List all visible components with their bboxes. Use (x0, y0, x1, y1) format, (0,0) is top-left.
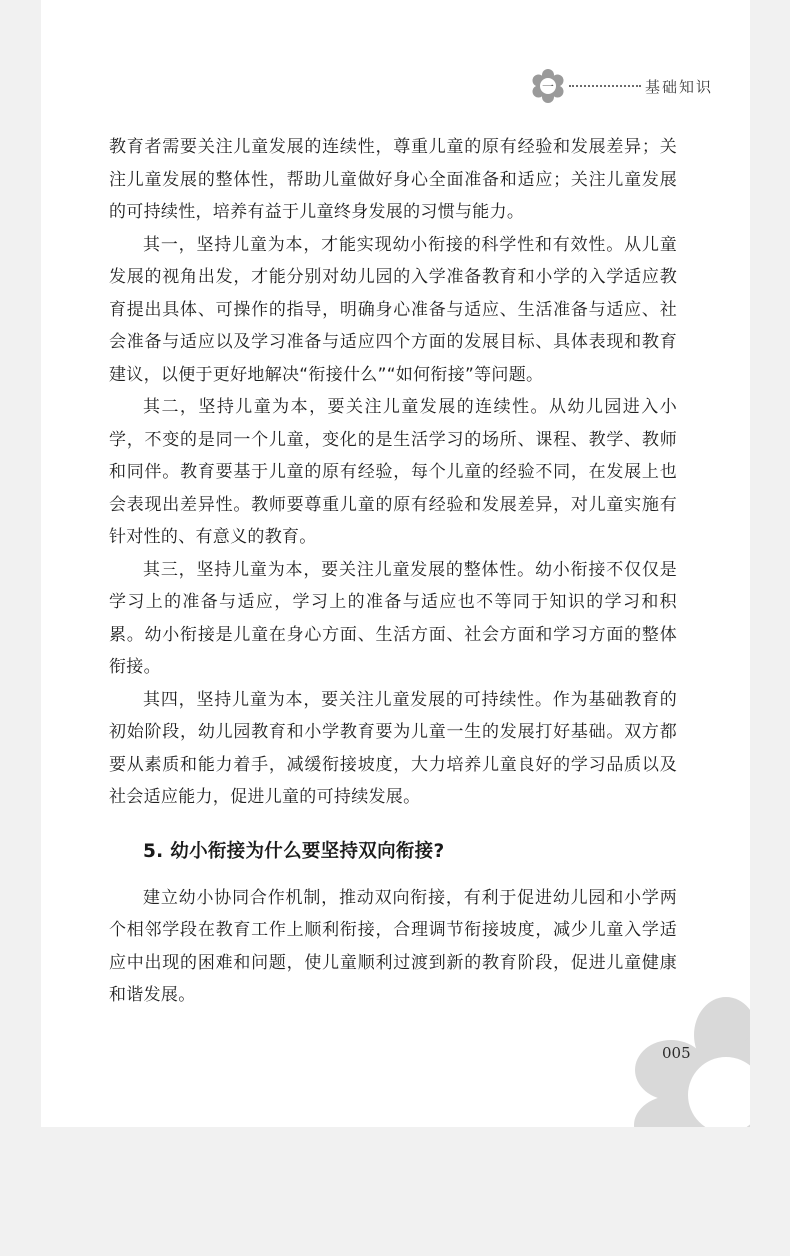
paragraph-point-3: 其三，坚持儿童为本，要关注儿童发展的整体性。幼小衔接不仅仅是学习上的准备与适应，学习上的准备与适应也不等同于知识的学习和积累。幼小衔接是儿童在身心方面、生活方面、社会方面和学习方面的整体衔接。 (109, 559, 677, 677)
section-heading (109, 836, 677, 868)
chapter-mark: 一 (541, 79, 555, 94)
section-paragraph: 建立幼小协同合作机制，推动双向衔接，有利于促进幼儿园和小学两个相邻学段在教育工作上顺利衔接，合理调节衔接坡度，减少儿童入学适应中出现的困难和问题，使儿童顺利过渡到新的教育阶段，促进儿童健康和谐发展。 (109, 887, 677, 1005)
paragraph-point-2: 其二，坚持儿童为本，要关注儿童发展的连续性。从幼儿园进入小学，不变的是同一个儿童，变化的是生活学习的场所、课程、教学、教师和同伴。教育要基于儿童的原有经验，每个儿童的经验不同，在发展上也会表现出差异性。教师要尊重儿童的原有经验和发展差异，对儿童实施有针对性的、有意义的教育。 (109, 397, 677, 547)
page-body (109, 131, 677, 1012)
paragraph-point-1: 其一，坚持儿童为本，才能实现幼小衔接的科学性和有效性。从儿童发展的视角出发，才能分别对幼儿园的入学准备教育和小学的入学适应教育提出具体、可操作的指导，明确身心准备与适应、生活准备与适应、社会准备与适应以及学习准备与适应四个方面的发展目标、具体表现和教育建议，以便于更好地解决“衔接什么”“如何衔接”等问题。 (109, 234, 677, 385)
running-header (530, 66, 713, 106)
header-dotted-line (569, 85, 641, 87)
section-number: 5. (143, 840, 164, 862)
paragraph-intro: 教育者需要关注儿童发展的连续性，尊重儿童的原有经验和发展差异；关注儿童发展的整体性，帮助儿童做好身心全面准备和适应；关注儿童发展的可持续性，培养有益于儿童终身发展的习惯与能力。 (109, 137, 677, 222)
page-number: 005 (662, 1044, 691, 1062)
section-heading-text: 幼小衔接为什么要坚持双向衔接? (170, 840, 445, 862)
paragraph-point-4: 其四，坚持儿童为本，要关注儿童发展的可持续性。作为基础教育的初始阶段，幼儿园教育和小学教育要为儿童一生的发展打好基础。双方都要从素质和能力着手，减缓衔接坡度，大力培养儿童良好的学习品质以及社会适应能力，促进儿童的可持续发展。 (109, 689, 677, 807)
book-page (41, 0, 750, 1127)
section-title: 基础知识 (645, 77, 714, 96)
flower-icon (530, 68, 566, 104)
